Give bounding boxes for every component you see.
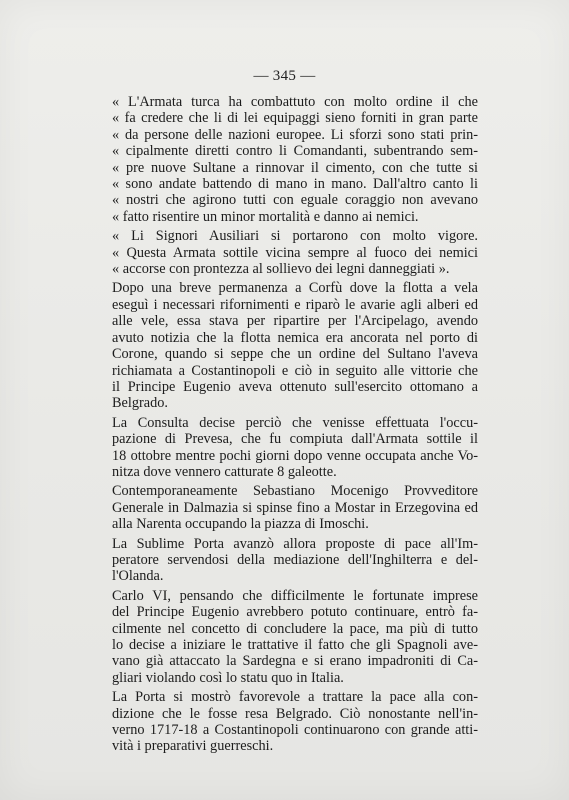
text-line: nitza dove vennero catturate 8 galeotte.: [112, 463, 337, 480]
text-line: verno 1717-18 a Costantinopoli continuarono con grande atti-: [112, 722, 478, 739]
text-line: pazione di Prevesa, che fu compiuta dall'Armata sottile il: [112, 431, 478, 448]
text-line: 18 ottobre mentre pochi giorni dopo venne occupata anche Vo-: [112, 447, 478, 464]
text-line: « nostri che agirono tutti con eguale coraggio non avevano: [112, 192, 478, 209]
text-line: « sono andate battendo di mano in mano. Dall'altro canto li: [112, 176, 478, 193]
text-line: alle vele, essa stava per ripartire per l'Arcipelago, avendo: [112, 313, 478, 330]
text-line: « fa credere che li di lei equipaggi sieno forniti in gran parte: [112, 110, 478, 127]
text-line: « cipalmente diretti contro li Comandanti, subentrando sem-: [112, 143, 478, 160]
text-line: « fatto risentire un minor mortalità e danno ai nemici.: [112, 208, 419, 225]
text-line: « L'Armata turca ha combattuto con molto ordine il che: [112, 94, 478, 110]
text-line: « pre nuove Sultane a rinnovar il cimento, con che tutte si: [112, 159, 478, 176]
text-line: La Consulta decise perciò che venisse effettuata l'occu-: [112, 414, 478, 431]
paragraph-porta-favorevole: [80, 689, 478, 755]
text-line: « Questa Armata sottile vicina sempre al fuoco dei nemici: [112, 244, 478, 261]
text-line: dizione che le fosse resa Belgrado. Ciò nonostante nell'in-: [112, 705, 478, 722]
paragraph-quote-armata-turca: [80, 94, 478, 225]
text-line: « accorse con prontezza al sollievo dei legni danneggiati ».: [112, 261, 450, 278]
text-line: La Sublime Porta avanzò allora proposte di pace all'Im-: [112, 535, 478, 552]
text-line: « Li Signori Ausiliari si portarono con molto vigore.: [112, 228, 478, 245]
text-line: il Principe Eugenio aveva ottenuto sull'esercito ottomano a: [112, 378, 478, 395]
paragraph-consulta: [80, 415, 478, 481]
text-line: l'Olanda.: [112, 568, 164, 585]
page-number: — 345 —: [253, 68, 316, 84]
paragraph-corfu: [80, 280, 478, 411]
text-line: Carlo VI, pensando che difficilmente le fortunate imprese: [112, 587, 478, 604]
text-line: Dopo una breve permanenza a Corfù dove la flotta a vela: [112, 280, 478, 297]
paragraph-quote-ausiliari: [80, 228, 478, 277]
text-line: alla Narenta occupando la piazza di Imoschi.: [112, 516, 369, 533]
paragraph-mocenigo: [80, 483, 478, 532]
text-line: « da persone delle nazioni europee. Li sforzi sono stati prin-: [112, 126, 478, 143]
paragraph-carlo-vi: [80, 588, 478, 686]
text-line: Contemporaneamente Sebastiano Mocenigo Provveditore: [112, 483, 478, 500]
text-line: lo decise a iniziare le trattative il fatto che gli Spagnoli ave-: [112, 637, 478, 653]
text-line: avuto notizia che la flotta nemica era ancorata nel porto di: [112, 329, 478, 346]
text-line: Generale in Dalmazia si spinse fino a Mostar in Erzegovina ed: [112, 499, 478, 516]
text-line: La Porta si mostrò favorevole a trattare la pace alla con-: [112, 689, 478, 706]
text-line: del Principe Eugenio avrebbero potuto continuare, entrò fa-: [112, 604, 478, 621]
text-line: cilmente nel concetto di concludere la pace, ma più di tutto: [112, 620, 478, 637]
text-line: gliari violando così lo statu quo in Italia.: [112, 669, 344, 686]
text-line: Corone, quando si seppe che un ordine del Sultano l'aveva: [112, 346, 478, 363]
text-line: richiamata a Costantinopoli e ciò in seguito alle vittorie che: [112, 362, 478, 379]
body-text: [80, 94, 478, 755]
text-line: eseguì i necessari rifornimenti e riparò le avarie agli alberi ed: [112, 296, 478, 313]
text-line: peratore servendosi della mediazione dell'Inghilterra e del-: [112, 551, 478, 568]
text-line: vano già attaccato la Sardegna e si erano impadroniti di Ca-: [112, 653, 478, 670]
text-line: Belgrado.: [112, 395, 168, 412]
paragraph-sublime-porta: [80, 536, 478, 585]
text-line: vità i preparativi guerreschi.: [112, 738, 274, 755]
